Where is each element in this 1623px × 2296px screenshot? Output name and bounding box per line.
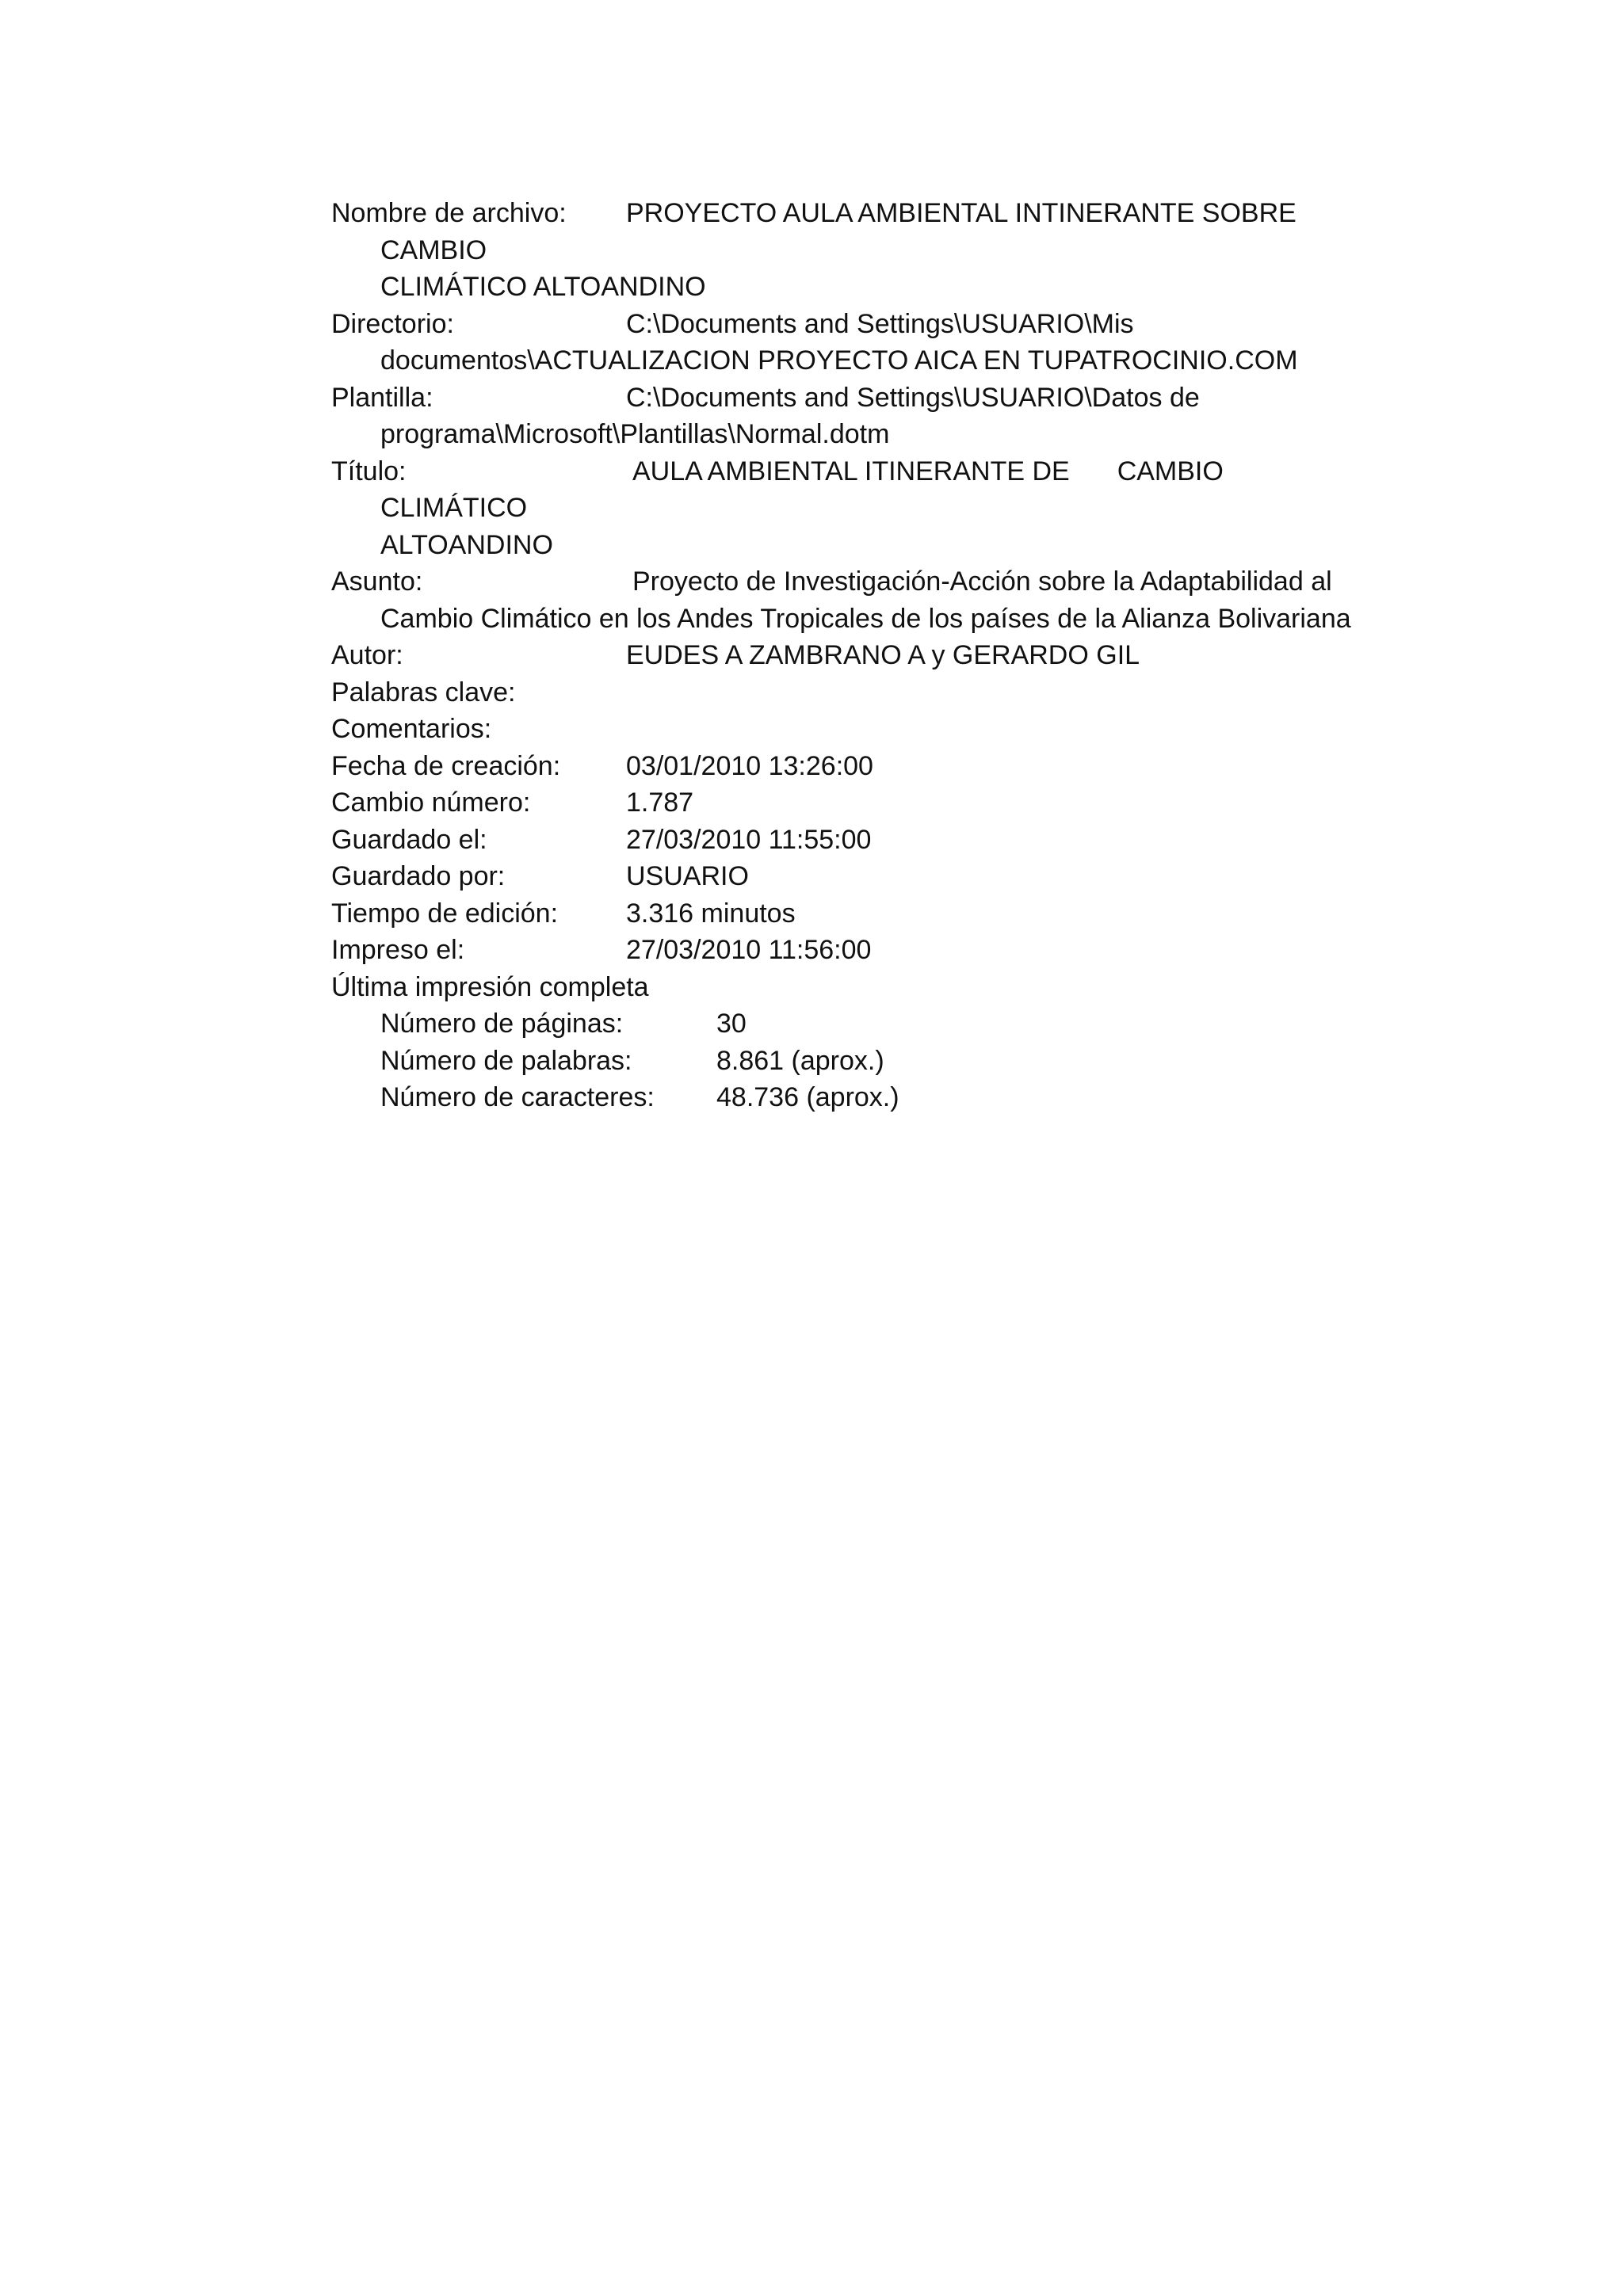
title-label: Título:: [331, 456, 407, 486]
last-print-heading: Última impresión completa: [331, 971, 649, 1002]
revision-label: Cambio número:: [331, 788, 531, 818]
title-value-part2: CAMBIO CLIMÁTICO: [380, 456, 1224, 523]
author-label: Autor:: [331, 640, 403, 670]
directory-value-continued: documentos\ACTUALIZACION PROYECTO AICA EN TUPATROCINIO.COM: [380, 345, 1298, 376]
directory-row: [331, 306, 1377, 379]
directory-value: C:\Documents and Settings\USUARIO\Mis: [626, 308, 1134, 339]
printed-label: Impreso el:: [331, 935, 465, 965]
pages-row: [331, 1005, 1377, 1043]
title-row: [331, 453, 1377, 564]
words-label: Número de palabras:: [380, 1045, 632, 1076]
directory-label: Directorio:: [331, 308, 454, 339]
printed-value: 27/03/2010 11:56:00: [626, 935, 872, 965]
filename-label: Nombre de archivo:: [331, 198, 567, 228]
comments-label: Comentarios:: [331, 714, 492, 744]
edit-time-row: [331, 895, 1377, 933]
printed-row: [331, 932, 1377, 969]
chars-value: 48.736 (aprox.): [716, 1082, 899, 1112]
saved-value: 27/03/2010 11:55:00: [626, 824, 872, 855]
subject-label: Asunto:: [331, 566, 423, 597]
keywords-row: [331, 674, 1377, 711]
words-value: 8.861 (aprox.): [716, 1045, 884, 1076]
comments-row: [331, 711, 1377, 748]
edit-time-label: Tiempo de edición:: [331, 898, 559, 929]
template-label: Plantilla:: [331, 382, 433, 413]
title-value-part1: AULA AMBIENTAL ITINERANTE DE: [632, 456, 1070, 486]
revision-row: [331, 784, 1377, 822]
saved-row: [331, 822, 1377, 859]
keywords-label: Palabras clave:: [331, 677, 516, 707]
author-value: EUDES A ZAMBRANO A y GERARDO GIL: [626, 640, 1140, 670]
filename-value-continued: CLIMÁTICO ALTOANDINO: [380, 272, 706, 302]
chars-row: [331, 1079, 1377, 1116]
created-row: [331, 748, 1377, 785]
template-value-continued: programa\Microsoft\Plantillas\Normal.dotm: [380, 419, 890, 449]
edit-time-value: 3.316 minutos: [626, 898, 796, 929]
saved-label: Guardado el:: [331, 824, 487, 855]
saved-by-row: [331, 858, 1377, 895]
chars-label: Número de caracteres:: [380, 1082, 655, 1112]
template-value: C:\Documents and Settings\USUARIO\Datos de: [626, 382, 1200, 413]
template-row: [331, 379, 1377, 453]
created-label: Fecha de creación:: [331, 750, 561, 781]
filename-row: [331, 195, 1377, 306]
created-value: 03/01/2010 13:26:00: [626, 750, 873, 781]
subject-row: [331, 563, 1377, 637]
saved-by-value: USUARIO: [626, 861, 749, 891]
document-properties: [331, 195, 1377, 1116]
subject-value: Proyecto de Investigación-Acción sobre la Adaptabilidad al: [632, 566, 1332, 597]
author-row: [331, 637, 1377, 674]
subject-value-continued: Cambio Climático en los Andes Tropicales de los países de la Alianza Bolivariana: [380, 603, 1351, 634]
filename-value: PROYECTO AULA AMBIENTAL INTINERANTE SOBRE CAMBIO: [380, 198, 1296, 265]
saved-by-label: Guardado por:: [331, 861, 506, 891]
revision-value: 1.787: [626, 788, 694, 818]
words-row: [331, 1043, 1377, 1080]
title-value-continued: ALTOANDINO: [380, 529, 553, 560]
pages-value: 30: [716, 1009, 747, 1039]
pages-label: Número de páginas:: [380, 1009, 624, 1039]
